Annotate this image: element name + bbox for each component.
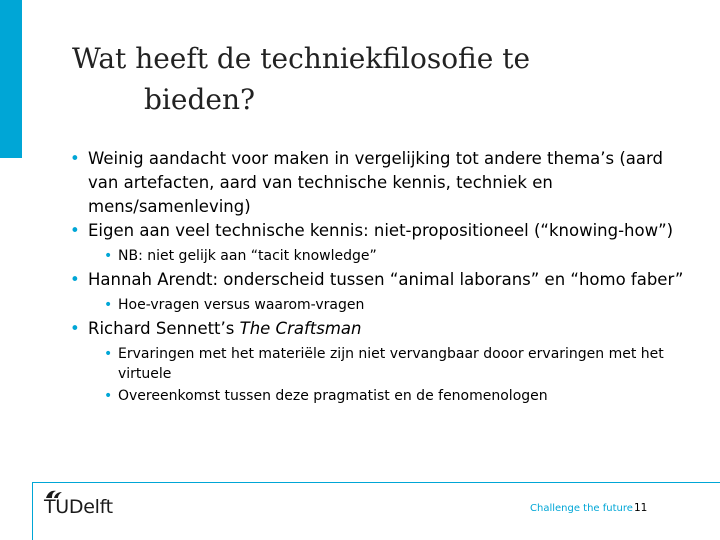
footer-tagline: Challenge the future <box>530 503 633 514</box>
bullet-text: Richard Sennett’s <box>88 319 240 338</box>
sub-bullet-item: • Hoe-vragen versus waarom-vragen <box>70 295 690 315</box>
tudelft-logo <box>44 489 134 519</box>
sub-bullet-item: • NB: niet gelijk aan “tacit knowledge” <box>70 246 690 266</box>
sub-bullet-item: • Overeenkomst tussen deze pragmatist en de fenomenologen <box>70 386 690 406</box>
bullet-item <box>70 317 690 341</box>
bullet-item: • Eigen aan veel technische kennis: niet-propositioneel (“knowing-how”) <box>70 219 690 243</box>
title-line-1: Wat heeft de techniekfilosofie te <box>72 42 531 75</box>
page-number: 11 <box>634 502 648 514</box>
sub-bullet-item: • Ervaringen met het materiële zijn niet vervangbaar dooor ervaringen met het virtuele <box>70 344 690 384</box>
accent-bar <box>0 0 22 158</box>
logo-wordmark: TUDelft <box>44 496 113 518</box>
footer-rule <box>32 482 720 483</box>
bullet-item: • Weinig aandacht voor maken in vergelijking tot andere thema’s (aard van artefacten, aard van technische kennis, techniek en mens/samenleving) <box>70 147 690 219</box>
bullet-item: • Hannah Arendt: onderscheid tussen “animal laborans” en “homo faber” <box>70 268 690 292</box>
slide-body <box>70 147 690 408</box>
footer-tick <box>32 482 33 540</box>
title-line-2: bieden? <box>144 83 255 116</box>
slide-title <box>72 38 692 120</box>
book-title: The Craftsman <box>239 319 362 338</box>
